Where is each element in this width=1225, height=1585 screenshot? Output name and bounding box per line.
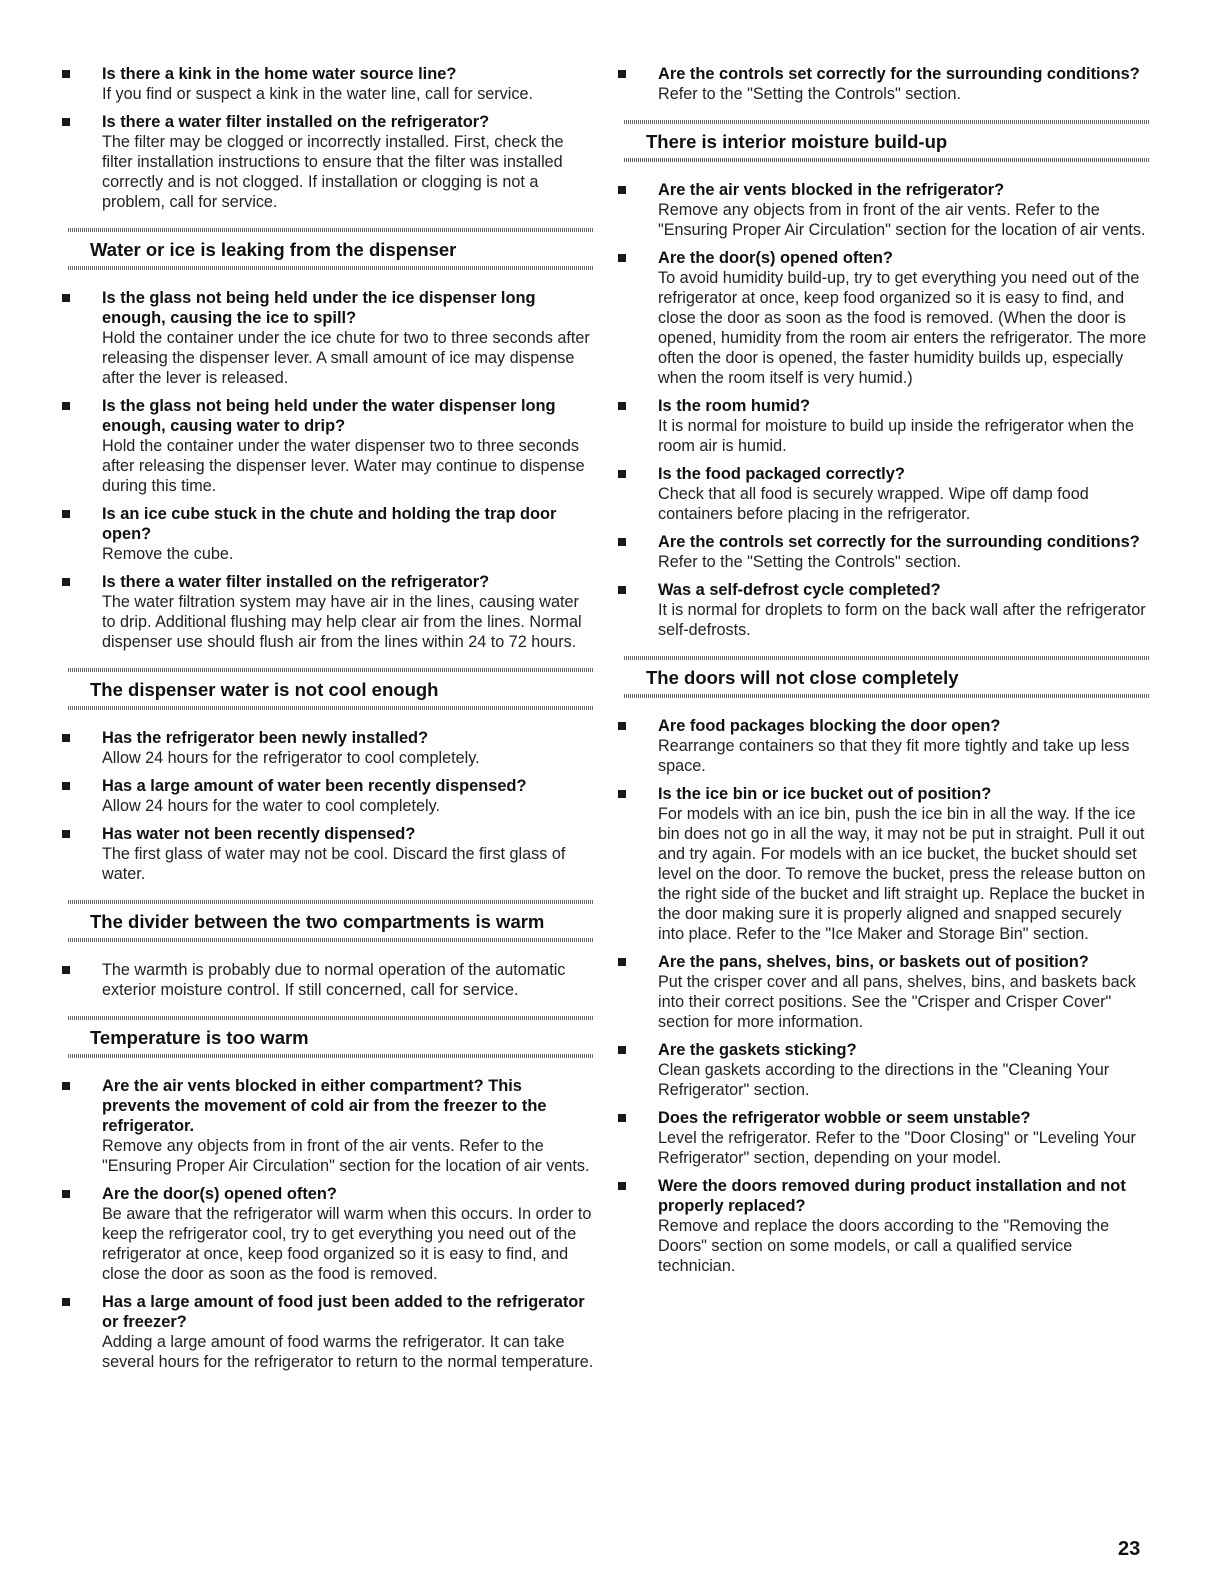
troubleshooting-item: [618, 580, 1150, 640]
question-text: Has the refrigerator been newly installed?: [102, 729, 429, 747]
section-rule-bottom: [624, 694, 1150, 698]
question-text: Has a large amount of water been recently dispensed?: [102, 777, 527, 795]
square-bullet-icon: [62, 578, 70, 586]
question-text: Is an ice cube stuck in the chute and holding the trap door open?: [102, 505, 557, 543]
answer-text: Adding a large amount of food warms the refrigerator. It can take several hours for the refrigerator to return to the normal temperature.: [102, 1333, 594, 1371]
answer-text: To avoid humidity build-up, try to get everything you need out of the refrigerator at once, keep food organized so it is easy to find, and close the door as soon as the food is removed. (When the door is opened, humidity from the room air enters the refrigerator. The more often the door is opened, the faster humidity builds up, especially when the room itself is very humid.): [658, 269, 1147, 387]
troubleshooting-item: [618, 464, 1150, 524]
question-text: Is there a kink in the home water source line?: [102, 65, 457, 83]
answer-text: Allow 24 hours for the refrigerator to cool completely.: [102, 749, 480, 767]
question-text: Are the pans, shelves, bins, or baskets out of position?: [658, 953, 1089, 971]
square-bullet-icon: [62, 118, 70, 126]
section-heading-text: The dispenser water is not cool enough: [90, 679, 439, 700]
answer-text: Hold the container under the water dispenser two to three seconds after releasing the dispenser lever. Water may continue to dispense during this time.: [102, 437, 585, 495]
answer-text: Allow 24 hours for the water to cool completely.: [102, 797, 441, 815]
square-bullet-icon: [618, 586, 626, 594]
square-bullet-icon: [618, 470, 626, 478]
answer-text: Remove any objects from in front of the air vents. Refer to the "Ensuring Proper Air Circulation" section for the location of air vents.: [658, 201, 1146, 239]
troubleshooting-item: [62, 776, 594, 816]
page-number: 23: [1118, 1538, 1141, 1560]
square-bullet-icon: [62, 1298, 70, 1306]
square-bullet-icon: [618, 1182, 626, 1190]
square-bullet-icon: [62, 734, 70, 742]
troubleshooting-item: [62, 1184, 594, 1284]
troubleshooting-item: [62, 960, 594, 1000]
troubleshooting-item: [618, 180, 1150, 240]
answer-text: Put the crisper cover and all pans, shelves, bins, and baskets back into their correct positions. See the "Crisper and Crisper Cover" section for more information.: [658, 973, 1136, 1031]
section-heading: [62, 1016, 594, 1058]
square-bullet-icon: [618, 70, 626, 78]
section-rule-bottom: [68, 938, 594, 942]
troubleshooting-item: [618, 64, 1150, 104]
question-text: Are the air vents blocked in either compartment? This prevents the movement of cold air from the freezer to the refrigerator.: [102, 1077, 547, 1135]
section-heading-text: There is interior moisture build-up: [646, 131, 948, 152]
troubleshooting-item: [62, 1292, 594, 1372]
troubleshooting-item: [62, 112, 594, 212]
troubleshooting-item: [618, 1108, 1150, 1168]
question-text: Has a large amount of food just been added to the refrigerator or freezer?: [102, 1293, 585, 1331]
answer-text: Hold the container under the ice chute for two to three seconds after releasing the dispenser lever. A small amount of ice may dispense after the lever is released.: [102, 329, 590, 387]
troubleshooting-item: [618, 784, 1150, 944]
square-bullet-icon: [618, 790, 626, 798]
troubleshooting-item: [618, 248, 1150, 388]
question-text: Are the door(s) opened often?: [658, 249, 893, 267]
square-bullet-icon: [618, 402, 626, 410]
troubleshooting-item: [618, 396, 1150, 456]
question-text: Is there a water filter installed on the refrigerator?: [102, 573, 490, 591]
right-column: [618, 64, 1150, 1284]
answer-text: Clean gaskets according to the directions in the "Cleaning Your Refrigerator" section.: [658, 1061, 1110, 1099]
square-bullet-icon: [618, 1046, 626, 1054]
square-bullet-icon: [618, 722, 626, 730]
answer-text: Remove and replace the doors according to the "Removing the Doors" section on some models, or call a qualified service technician.: [658, 1217, 1110, 1275]
troubleshooting-item: [618, 1040, 1150, 1100]
question-text: Was a self-defrost cycle completed?: [658, 581, 941, 599]
answer-text: Refer to the "Setting the Controls" section.: [658, 553, 962, 571]
section-heading: [618, 120, 1150, 162]
answer-text: The water filtration system may have air in the lines, causing water to drip. Additional flushing may help clear air from the lines. Normal dispenser use should flush air from the lines within 24 to 72 hours.: [102, 593, 582, 651]
square-bullet-icon: [618, 186, 626, 194]
answer-text: Rearrange containers so that they fit more tightly and take up less space.: [658, 737, 1130, 775]
question-text: Is there a water filter installed on the refrigerator?: [102, 113, 490, 131]
section-heading: [618, 656, 1150, 698]
answer-text: It is normal for droplets to form on the back wall after the refrigerator self-defrosts.: [658, 601, 1146, 639]
answer-text: The filter may be clogged or incorrectly installed. First, check the filter installation instructions to ensure that the filter was installed correctly and is not clogged. If installation or clogging is not a problem, call for service.: [102, 133, 564, 211]
question-text: Is the ice bin or ice bucket out of position?: [658, 785, 992, 803]
answer-text: Refer to the "Setting the Controls" section.: [658, 85, 962, 103]
left-column: [62, 64, 594, 1380]
section-rule-bottom: [68, 266, 594, 270]
section-rule-bottom: [68, 1054, 594, 1058]
question-text: Is the food packaged correctly?: [658, 465, 905, 483]
troubleshooting-item: [62, 396, 594, 496]
section-rule-bottom: [624, 158, 1150, 162]
section-heading-text: Water or ice is leaking from the dispenser: [90, 239, 457, 260]
answer-text: Remove any objects from in front of the air vents. Refer to the "Ensuring Proper Air Circulation" section for the location of air vents.: [102, 1137, 590, 1175]
troubleshooting-item: [618, 716, 1150, 776]
question-text: Are the door(s) opened often?: [102, 1185, 337, 1203]
section-heading: [62, 900, 594, 942]
square-bullet-icon: [618, 1114, 626, 1122]
troubleshooting-item: [62, 1076, 594, 1176]
section-heading-text: The doors will not close completely: [646, 667, 959, 688]
question-text: Is the glass not being held under the ice dispenser long enough, causing the ice to spill?: [102, 289, 536, 327]
square-bullet-icon: [62, 1082, 70, 1090]
question-text: Is the room humid?: [658, 397, 811, 415]
troubleshooting-item: [618, 532, 1150, 572]
square-bullet-icon: [62, 782, 70, 790]
square-bullet-icon: [62, 830, 70, 838]
troubleshooting-item: [618, 952, 1150, 1032]
square-bullet-icon: [618, 254, 626, 262]
question-text: Are food packages blocking the door open?: [658, 717, 1001, 735]
square-bullet-icon: [62, 1190, 70, 1198]
question-text: Has water not been recently dispensed?: [102, 825, 416, 843]
section-heading-text: The divider between the two compartments is warm: [90, 911, 545, 932]
answer-text: Remove the cube.: [102, 545, 234, 563]
answer-text: It is normal for moisture to build up inside the refrigerator when the room air is humid.: [658, 417, 1134, 455]
answer-text: If you find or suspect a kink in the water line, call for service.: [102, 85, 533, 103]
troubleshooting-item: [62, 728, 594, 768]
square-bullet-icon: [62, 402, 70, 410]
troubleshooting-item: [618, 1176, 1150, 1276]
section-heading: [62, 668, 594, 710]
answer-text: The warmth is probably due to normal operation of the automatic exterior moisture control. If still concerned, call for service.: [102, 961, 566, 999]
question-text: Is the glass not being held under the water dispenser long enough, causing water to drip?: [102, 397, 556, 435]
question-text: Are the controls set correctly for the surrounding conditions?: [658, 65, 1140, 83]
square-bullet-icon: [618, 538, 626, 546]
troubleshooting-item: [62, 504, 594, 564]
answer-text: Check that all food is securely wrapped. Wipe off damp food containers before placing in the refrigerator.: [658, 485, 1089, 523]
question-text: Are the gaskets sticking?: [658, 1041, 857, 1059]
troubleshooting-item: [62, 288, 594, 388]
troubleshooting-item: [62, 824, 594, 884]
answer-text: For models with an ice bin, push the ice bin in all the way. If the ice bin does not go in all the way, it may not be put in straight. Pull it out and try again. For models with an ice bucket, the bucket should set level on the door. To remove the bucket, press the release button on the right side of the bucket and lift straight up. Replace the bucket in the door making sure it is properly aligned and snapped securely into place. Refer to the "Ice Maker and Storage Bin" section.: [658, 805, 1146, 943]
square-bullet-icon: [62, 70, 70, 78]
question-text: Does the refrigerator wobble or seem unstable?: [658, 1109, 1031, 1127]
section-heading-text: Temperature is too warm: [90, 1027, 309, 1048]
question-text: Are the air vents blocked in the refrigerator?: [658, 181, 1005, 199]
question-text: Are the controls set correctly for the surrounding conditions?: [658, 533, 1140, 551]
answer-text: Be aware that the refrigerator will warm when this occurs. In order to keep the refrigerator cool, try to get everything you need out of the refrigerator at once, keep food organized so it is easy to find, and close the door as soon as the food is removed.: [102, 1205, 592, 1283]
troubleshooting-item: [62, 572, 594, 652]
troubleshooting-item: [62, 64, 594, 104]
square-bullet-icon: [62, 966, 70, 974]
answer-text: Level the refrigerator. Refer to the "Door Closing" or "Leveling Your Refrigerator" section, depending on your model.: [658, 1129, 1136, 1167]
section-heading: [62, 228, 594, 270]
answer-text: The first glass of water may not be cool. Discard the first glass of water.: [102, 845, 566, 883]
square-bullet-icon: [618, 958, 626, 966]
square-bullet-icon: [62, 510, 70, 518]
section-rule-bottom: [68, 706, 594, 710]
question-text: Were the doors removed during product installation and not properly replaced?: [658, 1177, 1126, 1215]
square-bullet-icon: [62, 294, 70, 302]
